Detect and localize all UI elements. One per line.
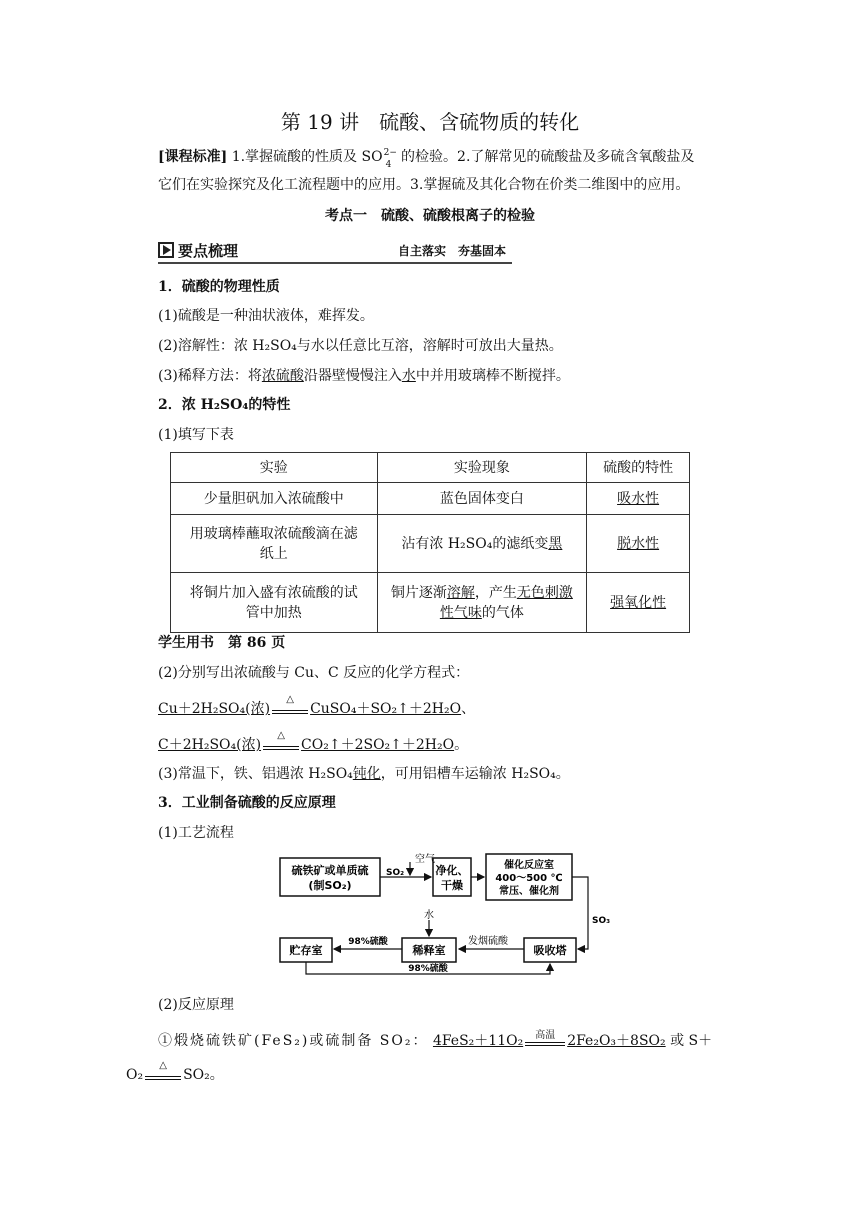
s2-p3: (3)常温下，铁、铝遇浓 H₂SO₄钝化，可用铝槽车运输浓 H₂SO₄。 bbox=[158, 766, 570, 782]
flow-box-dilution-label: 稀释室 bbox=[412, 944, 446, 957]
s1-p2: (2)溶解性：浓 H₂SO₄与水以任意比互溶，溶解时可放出大量热。 bbox=[158, 338, 563, 354]
flow-box-storage-label: 贮存室 bbox=[289, 944, 323, 957]
table-cell: 蓝色固体变白 bbox=[377, 483, 587, 515]
flow-label-98-acid-a: 98%硫酸 bbox=[348, 937, 388, 947]
lesson-title: 第 19 讲 硫酸、含硫物质的转化 bbox=[280, 110, 580, 134]
s2-heading: 2．浓 H₂SO₄的特性 bbox=[158, 397, 291, 413]
flow-label-98-acid-b: 98%硫酸 bbox=[408, 964, 448, 974]
flow-box-reactor-line1: 催化反应室 bbox=[504, 860, 554, 871]
process-flow-diagram bbox=[270, 848, 620, 980]
flow-label-so3: SO₃ bbox=[592, 916, 611, 926]
table-header: 硫酸的特性 bbox=[587, 453, 690, 483]
reaction-condition: △ bbox=[145, 1068, 181, 1082]
play-icon bbox=[158, 242, 174, 258]
key-points-banner bbox=[158, 240, 512, 264]
reaction-roast-line2: O₂ △ SO₂。 bbox=[126, 1060, 224, 1083]
reaction-roast-line1: ①煅烧硫铁矿(FeS₂)或硫制备 SO₂： 4FeS₂＋11O₂ 高温 2Fe₂O₃＋8SO₂ 或 S＋ bbox=[158, 1030, 713, 1049]
properties-table bbox=[170, 452, 690, 633]
answer-blank: 水 bbox=[401, 368, 416, 384]
ion-subscript: 4 bbox=[385, 160, 392, 170]
flow-box-purify-line2: 干燥 bbox=[441, 879, 463, 892]
table-header-row bbox=[171, 453, 690, 483]
reaction-condition: △ bbox=[263, 738, 299, 752]
reaction-condition: 高温 bbox=[525, 1034, 565, 1048]
s1-p1: (1)硫酸是一种油状液体，难挥发。 bbox=[158, 308, 374, 324]
section-heading: 考点一 硫酸、硫酸根离子的检验 bbox=[325, 208, 535, 224]
course-standard-line1: [课程标准] 1.掌握硫酸的性质及 SO 2− 4 的检验。2.了解常见的硫酸盐及多硫含氧酸盐及 bbox=[158, 147, 694, 167]
table-row bbox=[171, 483, 690, 515]
table-cell: 将铜片加入盛有浓硫酸的试 管中加热 bbox=[171, 573, 378, 633]
table-cell: 吸水性 bbox=[587, 483, 690, 515]
equation-cu: Cu＋2H₂SO₄(浓) △ CuSO₄＋SO₂↑＋2H₂O、 bbox=[158, 694, 476, 717]
flow-box-absorber-label: 吸收塔 bbox=[533, 944, 567, 957]
s3-heading: 3．工业制备硫酸的反应原理 bbox=[158, 795, 336, 811]
flow-label-water: 水 bbox=[424, 910, 434, 921]
table-header: 实验 bbox=[171, 453, 378, 483]
table-cell: 用玻璃棒蘸取浓硫酸滴在滤 纸上 bbox=[171, 515, 378, 573]
flow-box-ore-line1: 硫铁矿或单质硫 bbox=[291, 864, 369, 877]
course-standard-label: [课程标准] bbox=[158, 149, 228, 165]
table-header: 实验现象 bbox=[377, 453, 587, 483]
s3-p2: (2)反应原理 bbox=[158, 997, 234, 1013]
banner-subtitle: 自主落实 夯基固本 bbox=[397, 244, 506, 258]
flow-label-so2: SO₂ bbox=[386, 868, 405, 878]
s1-heading: 1．硫酸的物理性质 bbox=[158, 279, 280, 295]
table-cell: 沾有浓 H₂SO₄的滤纸变黑 bbox=[377, 515, 587, 573]
answer-blank: 浓硫酸 bbox=[261, 368, 304, 384]
table-cell: 脱水性 bbox=[587, 515, 690, 573]
table-cell: 铜片逐渐溶解，产生无色刺激 性气味的气体 bbox=[377, 573, 587, 633]
flow-box-ore-line2: (制SO₂) bbox=[308, 879, 352, 892]
banner-label: 要点梳理 bbox=[178, 241, 239, 260]
s2-p1: (1)填写下表 bbox=[158, 427, 234, 443]
flow-label-fuming: 发烟硫酸 bbox=[468, 936, 508, 947]
course-standard-line2: 它们在实验探究及化工流程题中的应用。3.掌握硫及其化合物在价类二维图中的应用。 bbox=[158, 177, 690, 193]
flow-box-reactor-line2: 400～500 ℃ bbox=[495, 873, 563, 884]
page-note: 学生用书 第 86 页 bbox=[158, 635, 286, 651]
s2-p2: (2)分别写出浓硫酸与 Cu、C 反应的化学方程式： bbox=[158, 665, 470, 681]
table-row bbox=[171, 515, 690, 573]
table-cell: 少量胆矾加入浓硫酸中 bbox=[171, 483, 378, 515]
s1-p3: (3)稀释方法：将浓硫酸沿器壁慢慢注入水中并用玻璃棒不断搅拌。 bbox=[158, 368, 570, 384]
table-cell: 强氧化性 bbox=[587, 573, 690, 633]
table-row bbox=[171, 573, 690, 633]
s3-p1: (1)工艺流程 bbox=[158, 825, 234, 841]
answer-blank: 钝化 bbox=[352, 766, 381, 782]
flow-box-reactor-line3: 常压、催化剂 bbox=[499, 886, 559, 897]
equation-c: C＋2H₂SO₄(浓) △ CO₂↑＋2SO₂↑＋2H₂O。 bbox=[158, 730, 469, 753]
flow-box-purify-line1: 净化、 bbox=[435, 864, 469, 877]
reaction-condition: △ bbox=[272, 702, 308, 716]
flow-label-air: 空气 bbox=[415, 854, 435, 865]
ion-charge: 2− bbox=[383, 148, 397, 158]
